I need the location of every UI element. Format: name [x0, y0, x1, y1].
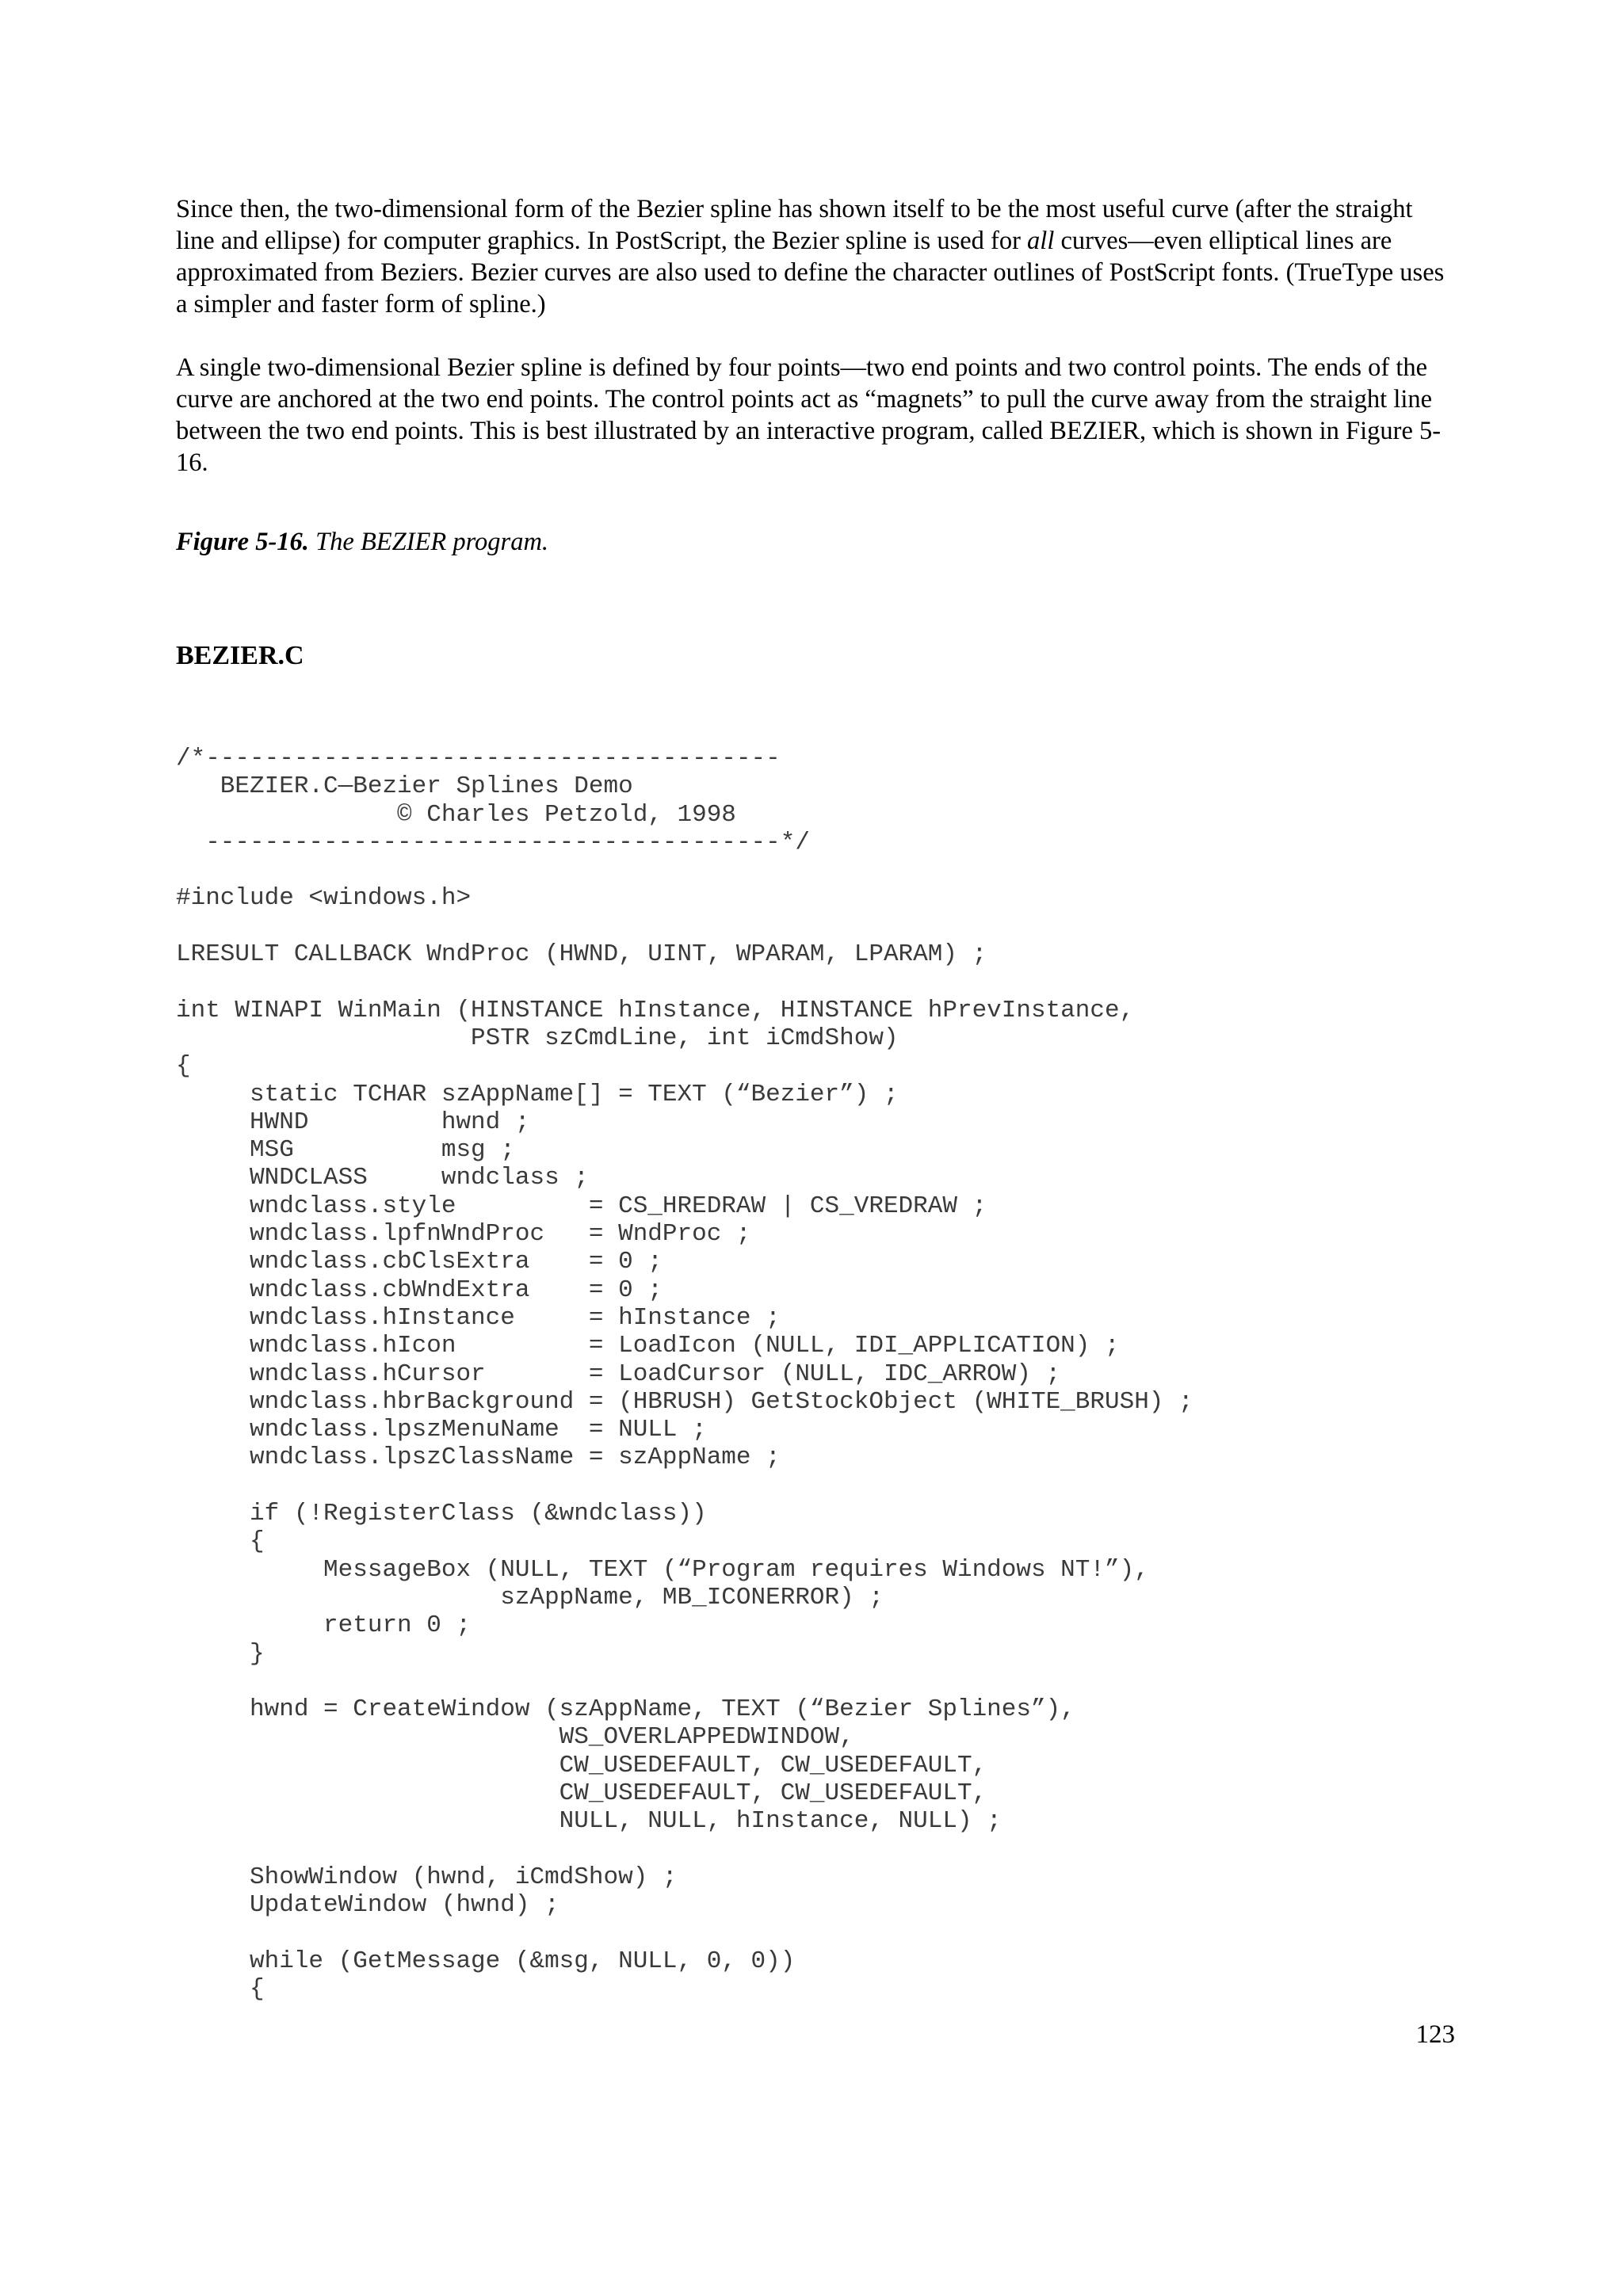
- emphasis-all: all: [1027, 227, 1055, 255]
- body-paragraph-2: A single two-dimensional Bezier spline is defined by four points—two end points and two control points. The ends of the curve are anchored at the two end points. The control points act as “magnets” to pull the curve away from the straight line between the two end points. This is best illustrated by an interactive program, called BEZIER, which is shown in Figure 5-16.: [176, 353, 1442, 477]
- body-paragraph-1: [176, 193, 1452, 320]
- code-listing: /*--------------------------------------- BEZIER.C—Bezier Splines Demo © Charles Petzold, 1998 ---------------------------------------*/ #include <windows.h> LRESULT CALLBACK WndProc (HWND, UINT, WPARAM, LPARAM) ; int WINAPI WinMain (HINSTANCE hInstance, HINSTANCE hPrevInstance, PSTR szCmdLine, int iCmdShow) { static TCHAR szAppName[] = TEXT (“Bezier”) ; HWND hwnd ; MSG msg ; WNDCLASS wndclass ; wndclass.style = CS_HREDRAW | CS_VREDRAW ; wndclass.lpfnWndProc = WndProc ; wndclass.cbClsExtra = 0 ; wndclass.cbWndExtra = 0 ; wndclass.hInstance = hInstance ; wndclass.hIcon = LoadIcon (NULL, IDI_APPLICATION) ; wndclass.hCursor = LoadCursor (NULL, IDC_ARROW) ; wndclass.hbrBackground = (HBRUSH) GetStockObject (WHITE_BRUSH) ; wndclass.lpszMenuName = NULL ; wndclass.lpszClassName = szAppName ; if (!RegisterClass (&wndclass)) { MessageBox (NULL, TEXT (“Program requires Windows NT!”), szAppName, MB_ICONERROR) ; return 0 ; } hwnd = CreateWindow (szAppName, TEXT (“Bezier Splines”), WS_OVERLAPPEDWINDOW, CW_USEDEFAULT, CW_USEDEFAULT, CW_USEDEFAULT, CW_USEDEFAULT, NULL, NULL, hInstance, NULL) ; ShowWindow (hwnd, iCmdShow) ; UpdateWindow (hwnd) ; while (GetMessage (&msg, NULL, 0, 0)) {: [176, 745, 1193, 2004]
- figure-caption: [176, 526, 548, 558]
- figure-title: The BEZIER program.: [308, 528, 549, 556]
- figure-number: Figure 5-16.: [176, 528, 309, 556]
- code-listing-heading: BEZIER.C: [176, 641, 304, 670]
- page-number: 123: [1415, 2020, 1455, 2049]
- paragraph-1-text-a: Since then, the two-dimensional form of the Bezier spline has shown itself to be the most useful curve (after the straight line and ellipse) for computer graphics. In PostScript, the Bezier spline is used for: [176, 195, 1413, 255]
- paragraph-1-text-b: curves—even elliptical lines are approximated from Beziers. Bezier curves are also used to define the character outlines of PostScript fonts. (TrueType uses a simpler and faster form of spline.): [176, 227, 1445, 318]
